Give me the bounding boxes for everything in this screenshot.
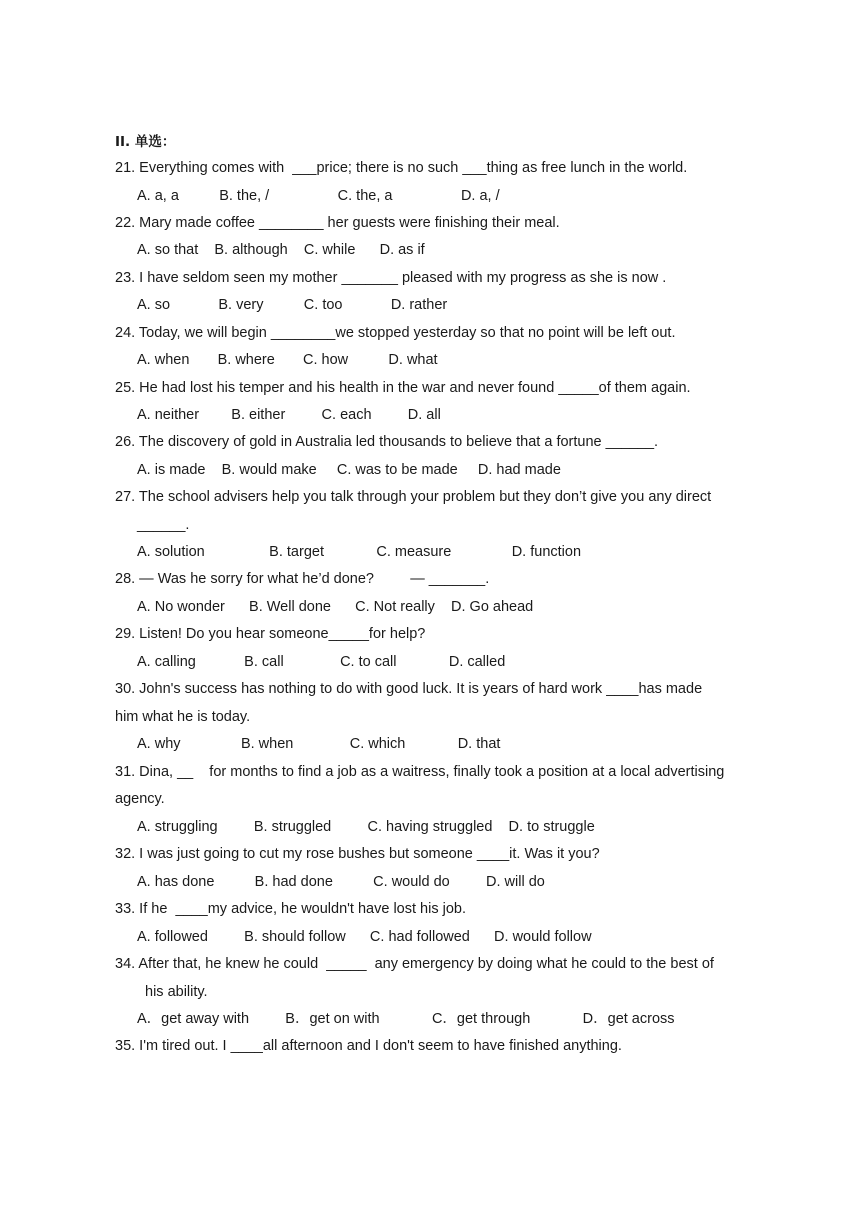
options-32: A. has done B. had done C. would do D. will do (137, 874, 545, 890)
options-22: A. so that B. although C. while D. as if (137, 242, 425, 258)
question-22: 22. Mary made coffee ________ her guests were finishing their meal. (115, 215, 560, 231)
options-25: A. neither B. either C. each D. all (137, 407, 441, 423)
question-33: 33. If he ____my advice, he wouldn't have lost his job. (115, 901, 466, 917)
options-34: A．get away with B．get on with C．get through D．get across (137, 1011, 675, 1027)
question-28: 28. — Was he sorry for what he’d done? — _______. (115, 571, 490, 587)
question-31: 31. Dina, __ for months to find a job as a waitress, finally took a position at a local advertising (115, 764, 725, 780)
question-21: 21. Everything comes with ___price; there is no such ___thing as free lunch in the world. (115, 160, 688, 176)
question-32: 32. I was just going to cut my rose bushes but someone ____it. Was it you? (115, 846, 600, 862)
question-29: 29. Listen! Do you hear someone_____for help? (115, 626, 426, 642)
options-33: A. followed B. should follow C. had followed D. would follow (137, 929, 592, 945)
options-29: A. calling B. call C. to call D. called (137, 654, 506, 670)
options-23: A. so B. very C. too D. rather (137, 297, 448, 313)
question-30: 30. John's success has nothing to do with good luck. It is years of hard work ____has made (115, 681, 703, 697)
question-23: 23. I have seldom seen my mother _______ pleased with my progress as she is now . (115, 270, 667, 286)
options-26: A. is made B. would make C. was to be made D. had made (137, 462, 561, 478)
question-31-continued: agency. (115, 791, 165, 807)
question-34: 34. After that, he knew he could _____ any emergency by doing what he could to the best of (115, 956, 714, 972)
question-24: 24. Today, we will begin ________we stopped yesterday so that no point will be left out. (115, 325, 676, 341)
options-31: A. struggling B. struggled C. having struggled D. to struggle (137, 819, 595, 835)
question-35: 35. I'm tired out. I ____all afternoon and I don't seem to have finished anything. (115, 1038, 622, 1054)
section-title: II. 单选： (115, 134, 176, 150)
options-30: A. why B. when C. which D. that (137, 736, 501, 752)
options-21: A. a, a B. the, / C. the, a D. a, / (137, 188, 500, 204)
question-26: 26. The discovery of gold in Australia led thousands to believe that a fortune ______. (115, 434, 659, 450)
question-27-continued: ______. (137, 517, 190, 533)
options-28: A. No wonder B. Well done C. Not really D. Go ahead (137, 599, 534, 615)
question-34-continued: his ability. (145, 984, 208, 1000)
options-27: A. solution B. target C. measure D. function (137, 544, 582, 560)
question-27: 27. The school advisers help you talk through your problem but they don’t give you any direct (115, 489, 712, 505)
question-25: 25. He had lost his temper and his health in the war and never found _____of them again. (115, 380, 691, 396)
options-24: A. when B. where C. how D. what (137, 352, 438, 368)
question-30-continued: him what he is today. (115, 709, 251, 725)
